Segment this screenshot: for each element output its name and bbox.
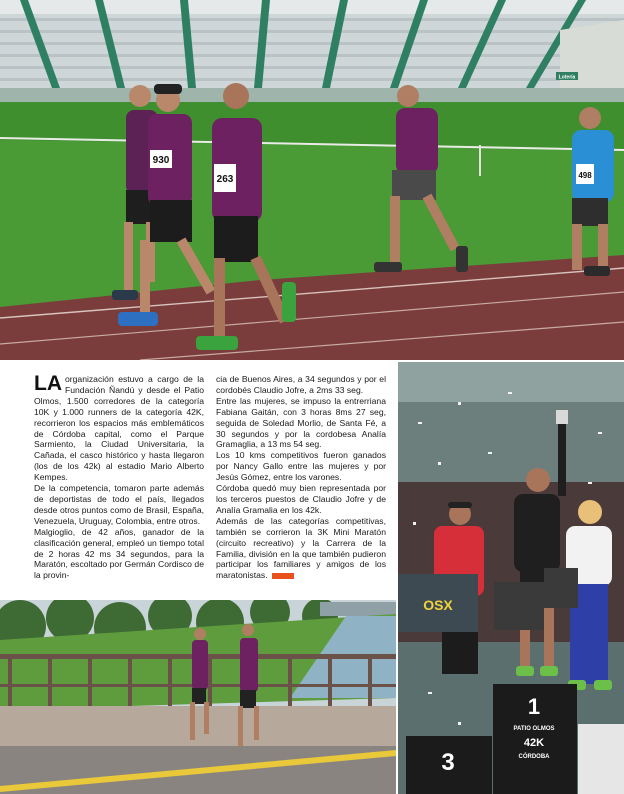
article-paragraph: Entre las mujeres, se impuso la entrerriana Fabiana Gaitán, con 3 horas 8ms 27 seg, seguida de Soledad Morlio, de Santa Fé, a 30 segundos y por la cordobesa Analía Gramaglia, a 13 ms 54 seg. [216,395,386,450]
stadium-illustration [0,0,624,360]
article-column-left [34,374,204,581]
article-paragraph: Además de las categorías competitivas, también se corrieron la 3K Mini Maratón (circuito recreativo) y la Carrera de la Familia, división en la que también pudieron participar los familiares y amigos de los maratonistas. [216,515,386,581]
article-paragraph: De la competencia, tomaron parte además de deportistas de todo el país, llegados desde otros puntos como de Brasil, España, Venezuela, Uruguay, Colombia, entre otros. [34,483,204,526]
bib-930: 930 [152,155,170,166]
article-paragraph: cia de Buenos Aires, a 34 segundos y por el cordobés Claudio Jofre, a 2ms 33 seg. [216,374,386,395]
background-buildings [398,402,624,492]
article-paragraph: LA organización estuvo a cargo de la Fundación Ñandú y desde el Patio Olmos, 1.500 corredores de la categoría 10K y 1.000 runners de la categoría 42K, recorrieron los espacios más emblemáticos de Córdoba capital, como el Parque Sarmiento, la Ciudad Universitaria, la Cañada, el casco histórico y hasta llegaron (los de los 42k) al estadio Mario Alberto Kempes. [34,372,204,483]
podium-illustration [398,362,624,794]
stadium-sign: Lotería [558,74,576,81]
podium-first-label: 1 [527,694,541,719]
bib-263: 263 [216,174,234,185]
podium-city-label: CÓRDOBA [518,754,550,760]
article-paragraph: Los 10 kms competitivos fueron ganados por Nancy Gallo entre las mujeres y por Jesús Gómez, entre los varones. [216,450,386,483]
photo-park-runners [0,600,396,794]
podium-event-label: PATIO OLMOS [513,726,555,732]
article-paragraph: Malgioglio, de 42 años, ganador de la clasificación general, empleó un tiempo total de 2 horas 42 ms 34 segundos, para la Maratón, escoltado por Germán Cordisco de la provin- [34,526,204,581]
osx-bag [398,574,478,632]
osx-logo: OSX [423,597,453,613]
pavement [0,706,396,746]
article-end-mark [272,573,294,579]
article-paragraph: Córdoba quedó muy bien representada por los terceros puestos de Claudio Jofre y de Analía Gramalia en los 42k. [216,483,386,515]
podium-third-label: 3 [441,749,455,776]
article-column-right [216,374,386,581]
stadium-fence [0,88,624,102]
drop-cap: LA [34,372,62,395]
trophy [556,410,568,424]
podium-distance-label: 42K [523,737,545,749]
photo-podium-winners [398,362,624,794]
bib-498: 498 [578,171,592,180]
photo-stadium-runners [0,0,624,360]
park-illustration [0,600,396,794]
